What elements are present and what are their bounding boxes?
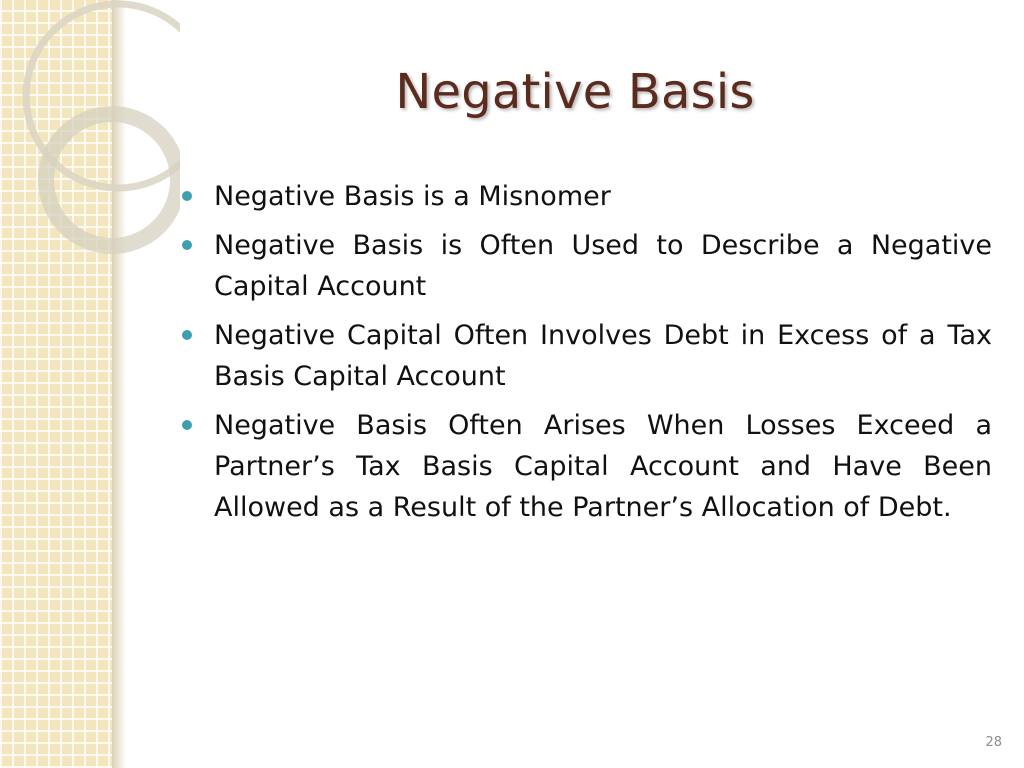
bullet-list bbox=[182, 176, 992, 536]
decorative-rings bbox=[0, 0, 180, 280]
bullet-text: Negative Capital Often Involves Debt in Excess of a Tax Basis Capital Account bbox=[214, 320, 992, 392]
bullet-text: Negative Basis is Often Used to Describe a Negative Capital Account bbox=[214, 230, 992, 302]
bullet-item bbox=[182, 225, 992, 307]
bullet-item bbox=[182, 315, 992, 397]
bullet-dot-icon bbox=[182, 191, 192, 201]
bullet-item bbox=[182, 405, 992, 528]
bullet-dot-icon bbox=[182, 420, 192, 430]
page-number: 28 bbox=[985, 735, 1002, 750]
slide-title: Negative Basis bbox=[395, 64, 755, 120]
bullet-dot-icon bbox=[182, 330, 192, 340]
bullet-dot-icon bbox=[182, 240, 192, 250]
bullet-text: Negative Basis is a Misnomer bbox=[214, 181, 611, 212]
bullet-item bbox=[182, 176, 992, 217]
bullet-text: Negative Basis Often Arises When Losses Exceed a Partner’s Tax Basis Capital Account and Have Been Allowed as a Result of the Partner’s Allocation of Debt. bbox=[214, 410, 992, 523]
